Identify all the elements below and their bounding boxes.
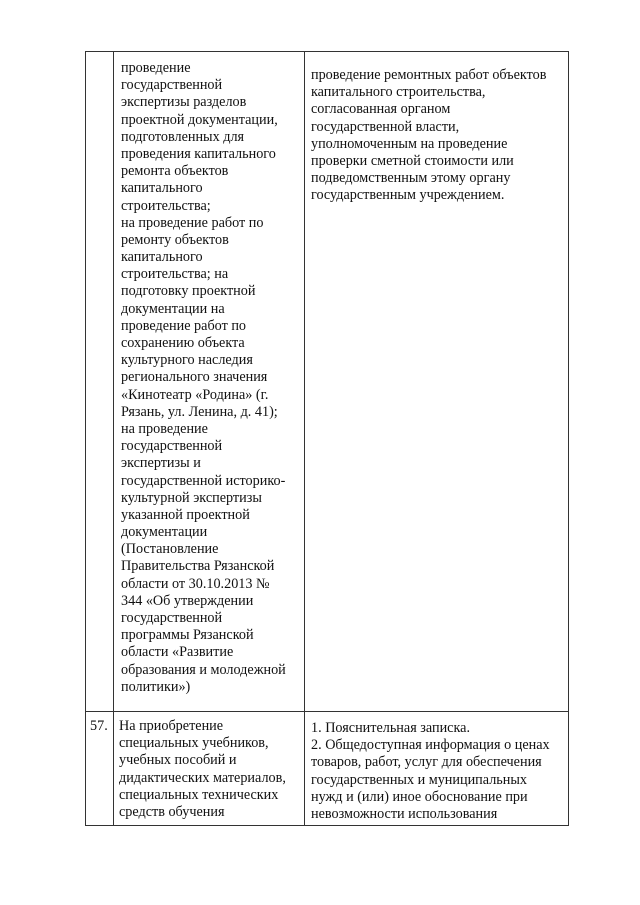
text-line: регионального значения bbox=[121, 369, 268, 386]
text-line: 344 «Об утверждении bbox=[121, 592, 254, 609]
text-line: (Постановление bbox=[121, 541, 219, 558]
table-left-border bbox=[85, 51, 86, 826]
text-line: согласованная органом bbox=[311, 101, 451, 118]
text-line: программы Рязанской bbox=[121, 627, 254, 644]
text-line: проведение работ по bbox=[121, 317, 246, 334]
row-divider bbox=[85, 711, 569, 712]
text-line: на проведение работ по bbox=[121, 214, 264, 231]
text-line: 1. Пояснительная записка. bbox=[311, 720, 470, 736]
requirements-table bbox=[85, 51, 569, 826]
text-line: невозможности использования bbox=[311, 805, 498, 822]
text-line: экспертизы и bbox=[121, 455, 201, 472]
text-line: экспертизы разделов bbox=[121, 94, 247, 111]
text-line: на проведение bbox=[121, 420, 208, 437]
table-bottom-border bbox=[85, 825, 569, 826]
text-line: документации bbox=[121, 524, 208, 541]
text-line: капитального bbox=[121, 180, 203, 197]
text-line: ремонту объектов bbox=[121, 231, 229, 248]
text-line: проведение bbox=[121, 60, 191, 76]
text-line: подготовленных для bbox=[121, 128, 245, 145]
text-line: дидактических материалов, bbox=[119, 769, 286, 786]
text-line: капитального строительства, bbox=[311, 84, 486, 101]
text-line: проверки сметной стоимости или bbox=[311, 152, 514, 169]
text-line: Правительства Рязанской bbox=[121, 558, 275, 575]
row-number: 57. bbox=[90, 718, 108, 734]
text-line: специальных учебников, bbox=[119, 735, 269, 752]
text-line: области «Развитие bbox=[121, 644, 234, 661]
text-line: нужд и (или) иное обоснование при bbox=[311, 788, 528, 805]
text-line: образования и молодежной bbox=[121, 661, 286, 678]
text-line: подготовку проектной bbox=[121, 283, 256, 300]
text-line: средств обучения bbox=[119, 803, 225, 820]
row-docs-cell bbox=[311, 67, 546, 205]
row-name-cell bbox=[121, 60, 286, 696]
text-line: документации на bbox=[121, 300, 225, 317]
text-line: культурной экспертизы bbox=[121, 489, 262, 506]
text-line: государственной власти, bbox=[311, 118, 460, 135]
text-line: указанной проектной bbox=[121, 506, 250, 523]
table-right-border bbox=[568, 51, 569, 826]
text-line: государственной bbox=[121, 77, 223, 94]
row-name-cell bbox=[119, 718, 286, 821]
table-top-border bbox=[85, 51, 569, 52]
column-divider-docs bbox=[304, 51, 305, 826]
text-line: политики») bbox=[121, 678, 191, 695]
text-line: сохранению объекта bbox=[121, 335, 245, 351]
text-line: подведомственным этому органу bbox=[311, 170, 511, 187]
text-line: проектной документации, bbox=[121, 111, 278, 128]
text-line: капитального bbox=[121, 249, 203, 266]
text-line: области от 30.10.2013 № bbox=[121, 575, 270, 592]
text-line: уполномоченным на проведение bbox=[311, 135, 508, 152]
text-line: товаров, работ, услуг для обеспечения bbox=[311, 754, 542, 771]
text-line: 2. Общедоступная информация о ценах bbox=[311, 737, 550, 754]
text-line: культурного наследия bbox=[121, 352, 253, 369]
text-line: государственной историко- bbox=[121, 472, 286, 489]
text-line: государственной bbox=[121, 610, 223, 626]
text-line: На приобретение bbox=[119, 718, 224, 734]
text-line: специальных технических bbox=[119, 786, 279, 803]
text-line: ремонта объектов bbox=[121, 163, 229, 180]
text-line: проведения капитального bbox=[121, 145, 276, 162]
text-line: учебных пособий и bbox=[119, 752, 237, 769]
text-line: Рязань, ул. Ленина, д. 41); bbox=[121, 403, 278, 420]
text-line: государственной bbox=[121, 438, 223, 455]
text-line: строительства; на bbox=[121, 266, 229, 283]
row-docs-cell bbox=[311, 720, 550, 823]
text-line: государственным учреждением. bbox=[311, 187, 505, 204]
text-line: государственных и муниципальных bbox=[311, 771, 527, 788]
text-line: проведение ремонтных работ объектов bbox=[311, 67, 547, 83]
column-divider-number bbox=[113, 51, 114, 826]
text-line: «Кинотеатр «Родина» (г. bbox=[121, 386, 269, 403]
text-line: строительства; bbox=[121, 197, 211, 214]
